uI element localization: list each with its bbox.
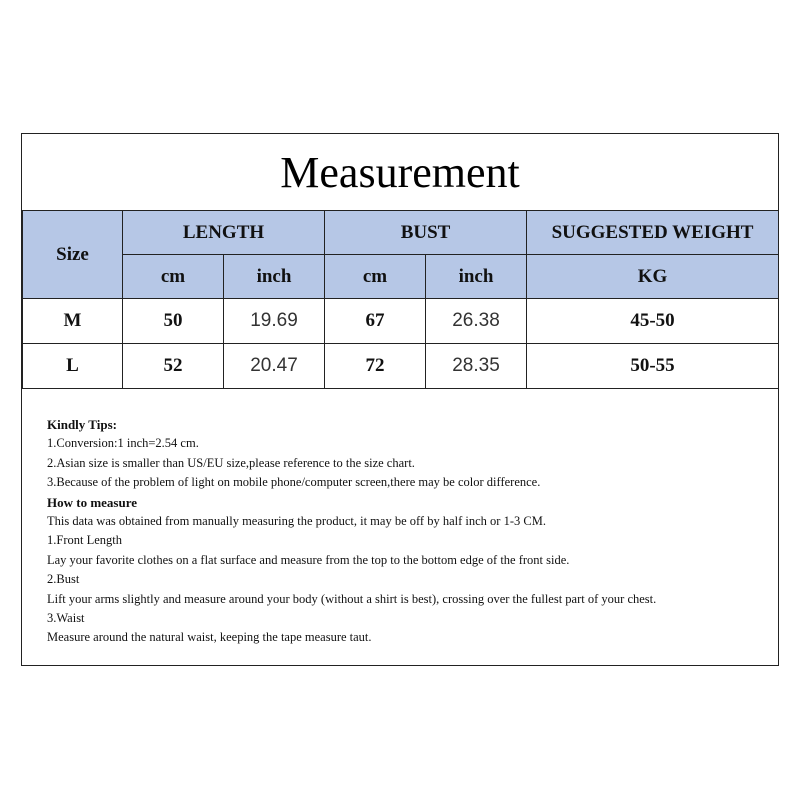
tip-line: 2.Asian size is smaller than US/EU size,please reference to the size chart.	[47, 455, 415, 470]
row-size: M	[23, 299, 123, 344]
length-cm-cell: 50	[123, 299, 224, 344]
unit-weight-kg: KG	[527, 255, 779, 299]
length-inch-cell: 19.69	[224, 299, 325, 344]
header-length: LENGTH	[123, 211, 325, 255]
table-row	[23, 299, 779, 344]
bust-cm-cell: 72	[325, 344, 426, 389]
header-bust: BUST	[325, 211, 527, 255]
bust-cm-cell: 67	[325, 299, 426, 344]
table-row	[23, 344, 779, 389]
measure-line: Lay your favorite clothes on a flat surface and measure from the top to the bottom edge of the front side.	[47, 552, 570, 567]
measure-line: 1.Front Length	[47, 533, 122, 548]
weight-cell: 45-50	[527, 299, 779, 344]
table-unit-row	[23, 255, 779, 299]
weight-cell: 50-55	[527, 344, 779, 389]
measure-line: Measure around the natural waist, keeping the tape measure taut.	[47, 630, 372, 645]
tips-section	[47, 415, 777, 648]
size-table	[22, 210, 779, 389]
tip-line: 3.Because of the problem of light on mobile phone/computer screen,there may be color difference.	[47, 475, 541, 490]
length-cm-cell: 52	[123, 344, 224, 389]
tips-heading: Kindly Tips:	[47, 417, 117, 432]
measure-line: This data was obtained from manually measuring the product, it may be off by half inch or 1-3 CM.	[47, 514, 546, 529]
measure-line: 3.Waist	[47, 611, 85, 626]
unit-length-cm: cm	[123, 255, 224, 299]
how-to-measure-heading: How to measure	[47, 494, 138, 510]
measure-line: Lift your arms slightly and measure around your body (without a shirt is best), crossing over the fullest part of your chest.	[47, 591, 657, 606]
row-size: L	[23, 344, 123, 389]
header-size: Size	[23, 211, 123, 299]
bust-inch-cell: 28.35	[426, 344, 527, 389]
unit-bust-inch: inch	[426, 255, 527, 299]
length-inch-cell: 20.47	[224, 344, 325, 389]
table-header-row	[23, 211, 779, 255]
measure-line: 2.Bust	[47, 572, 80, 587]
bust-inch-cell: 26.38	[426, 299, 527, 344]
unit-length-inch: inch	[224, 255, 325, 299]
size-chart-frame	[21, 133, 779, 666]
chart-title: Measurement	[280, 147, 520, 197]
unit-bust-cm: cm	[325, 255, 426, 299]
tip-line: 1.Conversion:1 inch=2.54 cm.	[47, 436, 199, 451]
header-suggested-weight: SUGGESTED WEIGHT	[527, 211, 779, 255]
